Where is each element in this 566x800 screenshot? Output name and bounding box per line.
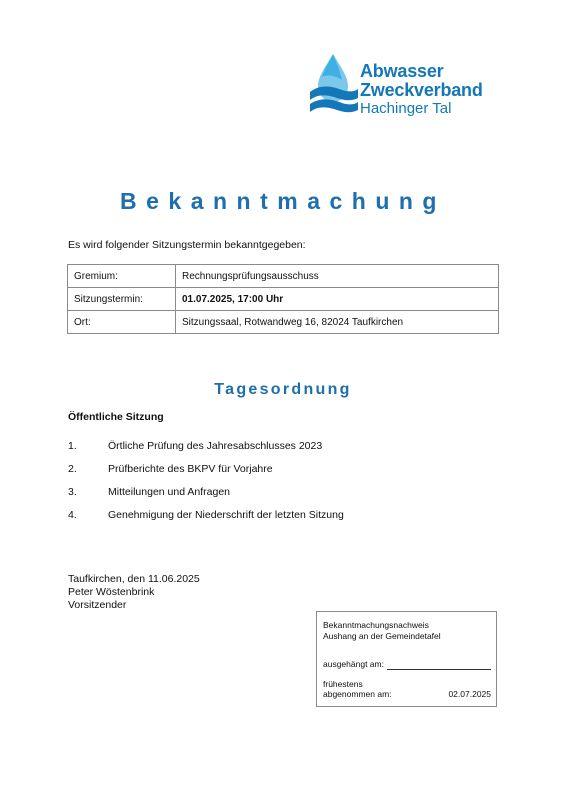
ort-label: Ort: — [68, 311, 176, 334]
notice-box-title: Bekanntmachungsnachweis — [323, 620, 429, 630]
water-drop-icon — [308, 52, 358, 116]
table-row — [68, 288, 499, 311]
ort-value: Sitzungssaal, Rotwandweg 16, 82024 Taufkirchen — [176, 311, 499, 334]
agenda-title: Tagesordnung — [214, 381, 352, 398]
notice-box-subtitle: Aushang an der Gemeindetafel — [323, 630, 441, 641]
place-date: Taufkirchen, den 11.06.2025 — [68, 573, 200, 585]
gremium-value: Rechnungsprüfungsausschuss — [176, 265, 499, 288]
logo-line2: Zweckverband — [360, 80, 483, 100]
signer-name: Peter Wöstenbrink — [68, 586, 155, 598]
agenda-text: Prüfberichte des BKPV für Vorjahre — [108, 463, 273, 475]
meeting-info-table — [67, 264, 499, 334]
posted-label: ausgehängt am: — [323, 659, 384, 669]
intro-text: Es wird folgender Sitzungstermin bekanntgegeben: — [68, 239, 306, 251]
termin-value: 01.07.2025, 17:00 Uhr — [176, 288, 499, 311]
logo — [308, 52, 508, 122]
agenda-text: Mitteilungen und Anfragen — [108, 486, 231, 498]
gremium-label: Gremium: — [68, 265, 176, 288]
removed-label: abgenommen am: — [323, 689, 392, 699]
table-row — [68, 311, 499, 334]
agenda-text: Genehmigung der Niederschrift der letzten Sitzung — [108, 509, 344, 521]
agenda-number: 2. — [68, 463, 77, 475]
agenda-text: Örtliche Prüfung des Jahresabschlusses 2023 — [108, 440, 323, 452]
agenda-number: 4. — [68, 509, 77, 521]
agenda-number: 1. — [68, 440, 77, 452]
page-title: Bekanntmachung — [120, 188, 446, 214]
agenda-number: 3. — [68, 486, 77, 498]
logo-text — [360, 62, 483, 116]
notice-proof-box — [316, 611, 497, 707]
removed-date: 02.07.2025 — [448, 689, 491, 699]
session-type: Öffentliche Sitzung — [68, 411, 164, 423]
table-row — [68, 265, 499, 288]
termin-label: Sitzungstermin: — [68, 288, 176, 311]
logo-line1: Abwasser — [360, 61, 444, 81]
posted-date-line — [387, 669, 491, 670]
earliest-label: frühestens — [323, 679, 363, 689]
signer-role: Vorsitzender — [68, 599, 127, 611]
logo-line3: Hachinger Tal — [360, 100, 452, 117]
signature-block — [68, 573, 200, 612]
